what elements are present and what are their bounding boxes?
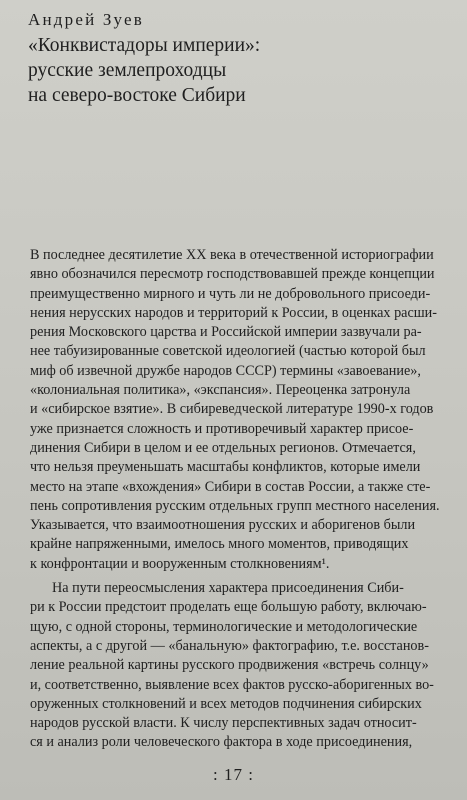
paragraph-1-line: нения нерусских народов и территорий к России, в оценках расши- [30, 304, 437, 321]
paragraph-1-line: уже признается сложность и противоречивый характер присое- [30, 420, 414, 437]
paragraph-1-line: рения Московского царства и Российской империи зазвучали ра- [30, 324, 422, 341]
paragraph-2-line: На пути переосмысления характера присоединения Сиби- [52, 580, 404, 597]
chapter-title-line-2: русские землепроходцы [28, 60, 227, 81]
paragraph-1-line: к конфронтации и вооруженным столкновениям¹. [30, 555, 330, 572]
paragraph-1-line: и «сибирское взятие». В сибиреведческой литературе 1990-х годов [30, 401, 434, 418]
paragraph-1-line: явно обозначился пересмотр господствовавшей прежде концепции [30, 266, 435, 283]
paragraph-1-line: В последнее десятилетие XX века в отечественной историографии [30, 247, 434, 263]
body-text [30, 246, 460, 753]
chapter-title-line-3: на северо-востоке Сибири [28, 85, 246, 106]
paragraph-1-line: что нельзя преуменьшать масштабы конфликтов, которые имели [30, 459, 421, 476]
paragraph-2-line: и, соответственно, выявление всех фактов русско-аборигенных во- [30, 676, 434, 693]
paragraph-2-line: ри к России предстоит проделать еще большую работу, включаю- [30, 599, 427, 616]
chapter-header [28, 10, 448, 108]
paragraph-1-line: крайне напряженными, имелось много моментов, приводящих [30, 536, 409, 553]
paragraph-2-line: ление реальной картины русского продвижения «встречь солнцу» [30, 657, 429, 674]
paragraph-1-line: пень сопротивления русским отдельных групп местного населения. [30, 497, 440, 514]
paragraph-1-line: «колониальная политика», «экспансия». Переоценка затронула [30, 382, 411, 399]
paragraph-1-line: Указывается, что взаимоотношения русских и аборигенов были [30, 517, 416, 534]
paragraph-1-line: преимущественно мирного и чуть ли не добровольного присоеди- [30, 285, 431, 302]
paragraph-1-line: динения Сибири в целом и ее отдельных регионов. Отмечается, [30, 439, 416, 456]
paragraph-2-line: щую, с одной стороны, терминологические и методологические [30, 618, 418, 635]
paragraph-2-line: народов русской власти. К числу перспективных задач относит- [30, 715, 417, 732]
paragraph-2-line: ся и анализ роли человеческого фактора в ходе присоединения, [30, 734, 413, 751]
paragraph-1-line: миф об извечной дружбе народов СССР) термины «завоевание», [30, 362, 421, 379]
chapter-title-line-1: «Конквистадоры империи»: [28, 35, 261, 56]
author-name: Андрей Зуев [28, 10, 144, 29]
page-number: : 17 : [213, 765, 254, 784]
paragraph-1-line: нее табуизированные советской идеологией (частью которой был [30, 343, 426, 360]
paragraph-1-line: место на этапе «вхождения» Сибири в состав России, а также сте- [30, 478, 431, 495]
paragraph-2-line: оруженных столкновений и всех методов подчинения сибирских [30, 695, 422, 712]
paragraph-2-line: аспекты, а с другой — «банальную» фактографию, т.е. восстанов- [30, 637, 429, 654]
